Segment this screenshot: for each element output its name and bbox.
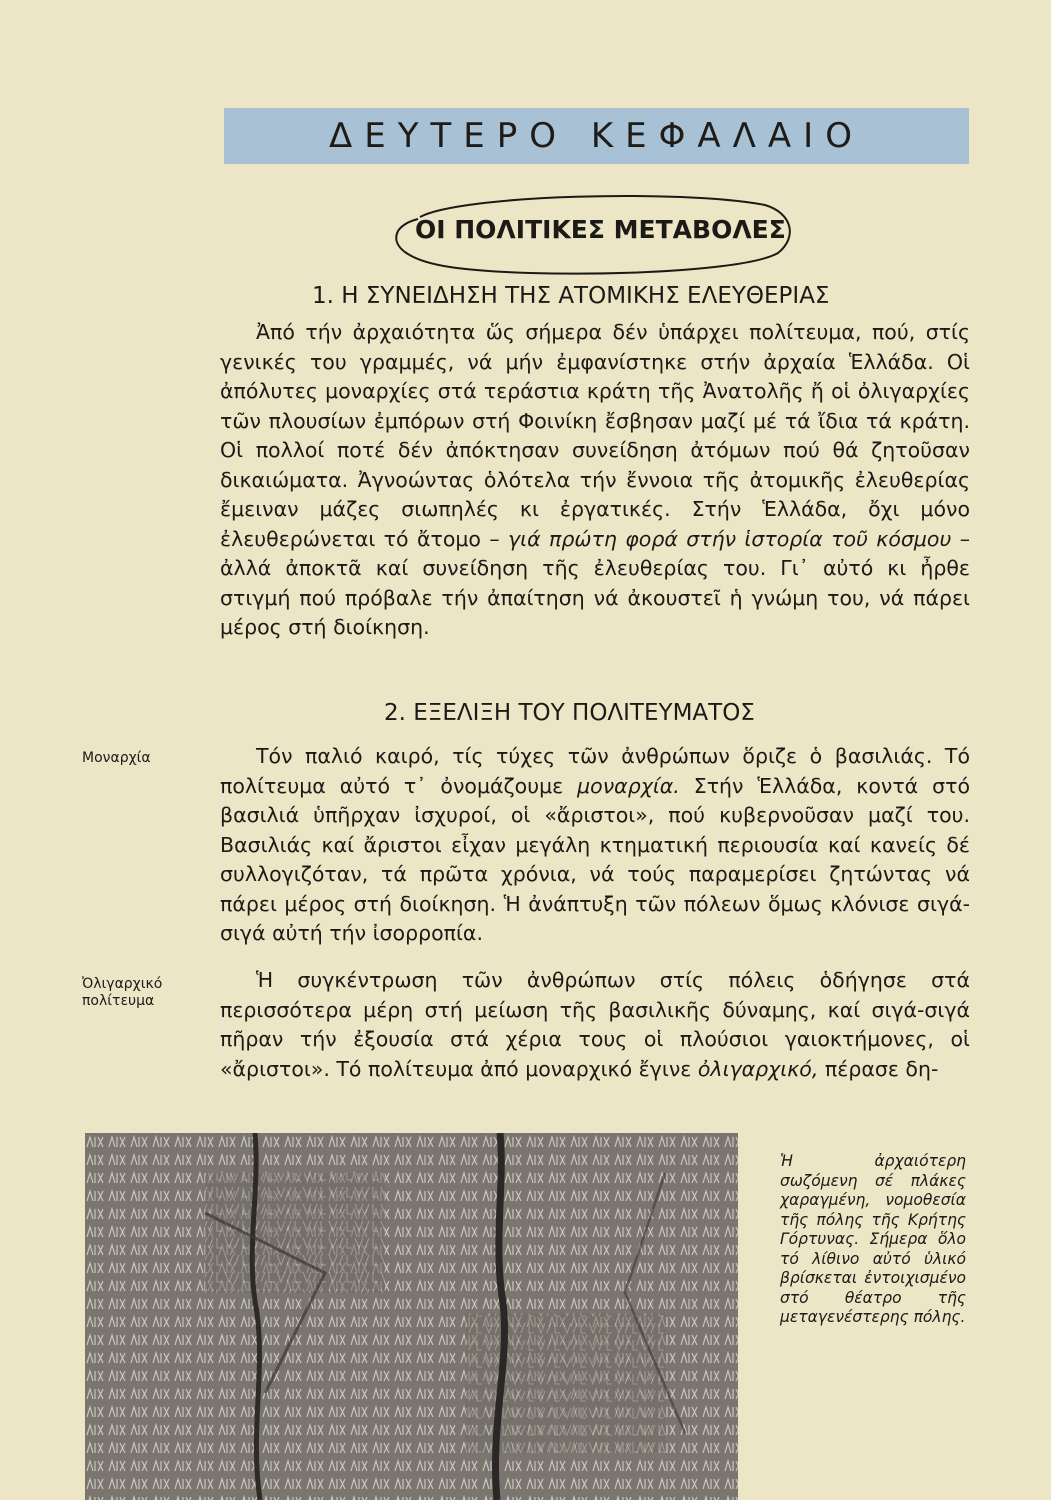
paragraph-text: Στήν Ἑλλάδα, κοντά στό βασιλιά ὑπῆρχαν ἰσχυροί, οἱ «ἄριστοι», πού κυβερνοῦσαν μαζί του. Βασιλιάς καί ἄριστοι εἶχαν μεγάλη κτηματική περιουσία καί κανείς δέ συλλογιζόταν, τά πρῶτα χρόνια, νά τούς παραμερίσει ζητώντας νά πάρει μέρος στή διοίκηση. Ἡ ἀνάπτυξη τῶν πόλεων ὅμως κλόνισε σιγά-σιγά αὐτή τήν ἰσορροπία.: [220, 773, 970, 945]
emphasis-text: γιά πρώτη φορά στήν ἱστορία τοῦ κόσμου: [508, 526, 952, 551]
emphasis-text: μοναρχία.: [577, 773, 680, 798]
gortyn-inscription-photo: [85, 1133, 738, 1500]
section-title: ΟΙ ΠΟΛΙΤΙΚΕΣ ΜΕΤΑΒΟΛΕΣ: [415, 215, 786, 244]
emphasis-text: ὀλιγαρχικό,: [697, 1056, 819, 1081]
inscription-photo-icon: [85, 1133, 738, 1500]
paragraph-text: πέρασε δη-: [818, 1056, 939, 1081]
paragraph-text: Τόν παλιό καιρό, τίς τύχες τῶν ἀνθρώπων ὅριζε ὁ βασιλιάς. Τό πολίτευμα αὐτό τ᾽ ὀνομάζουμε: [220, 744, 970, 798]
chapter-banner: ΔΕΥΤΕΡΟ ΚΕΦΑΛΑΙΟ: [224, 108, 969, 164]
paragraph-text: Ἀπό τήν ἀρχαιότητα ὥς σήμερα δέν ὑπάρχει πολίτευμα, πού, στίς γενικές του γραμμές, νά μήν ἐμφανίστηκε στήν ἀρχαία Ἑλλάδα. Οἱ ἀπόλυτες μοναρχίες στά τεράστια κράτη τῆς Ἀνατολῆς ἤ οἱ ὀλιγαρχίες τῶν πλουσίων ἐμπόρων στή Φοινίκη ἔσβησαν μαζί μέ τά ἴδια τά κράτη. Οἱ πολλοί ποτέ δέν ἀπόκτησαν συνείδηση ἀτόμων πού θά ζητοῦσαν δικαιώματα. Ἀγνοώντας ὁλότελα τήν ἔννοια τῆς ἀτομικῆς ἐλευθερίας ἔμειναν μάζες σιωπηλές κι ἐργατικές. Στήν Ἑλλάδα, ὄχι μόνο ἐλευθερώνεται τό ἄτομο –: [220, 320, 970, 551]
paragraph-individual-freedom: [220, 318, 970, 643]
margin-note-monarchy: Μοναρχία: [82, 750, 151, 766]
paragraph-monarchy: [220, 742, 970, 949]
subsection-heading-2: 2. ΕΞΕΛΙΞΗ ΤΟΥ ΠΟΛΙΤΕΥΜΑΤΟΣ: [384, 700, 755, 726]
section-title-block: [380, 187, 800, 279]
paragraph-text: – ἀλλά ἀποκτᾶ καί συνείδηση τῆς ἐλευθερίας του. Γι᾽ αὐτό κι ἦρθε στιγμή πού πρόβαλε τήν ἀπαίτηση νά ἀκουστεῖ ἡ γνώμη του, νά πάρει μέρος στή διοίκηση.: [220, 526, 970, 639]
figure-caption: Ἡ ἀρχαιότερη σωζόμενη σέ πλάκες χαραγμένη, νομοθεσία τῆς πόλης τῆς Κρήτης Γόρτυνας. Σήμερα ὅλο τό λίθινο αὐτό ὑλικό βρίσκεται ἐντοιχισμένο στό θέατρο τῆς μεταγενέστερης πόλης.: [780, 1152, 966, 1326]
subsection-heading-1: 1. Η ΣΥΝΕΙΔΗΣΗ ΤΗΣ ΑΤΟΜΙΚΗΣ ΕΛΕΥΘΕΡΙΑΣ: [312, 283, 830, 309]
paragraph-text: Ἡ συγκέντρωση τῶν ἀνθρώπων στίς πόλεις ὁδήγησε στά περισσότερα μέρη στή μείωση τῆς βασιλικῆς δύναμης, καί σιγά-σιγά πῆραν τήν ἐξουσία στά χέρια τους οἱ πλούσιοι γαιοκτήμονες, οἱ «ἄριστοι». Τό πολίτευμα ἀπό μοναρχικό ἔγινε: [220, 968, 970, 1081]
margin-note-oligarchy: Ὀλιγαρχικό πολίτευμα: [82, 976, 163, 1009]
paragraph-oligarchy: [220, 966, 970, 1084]
